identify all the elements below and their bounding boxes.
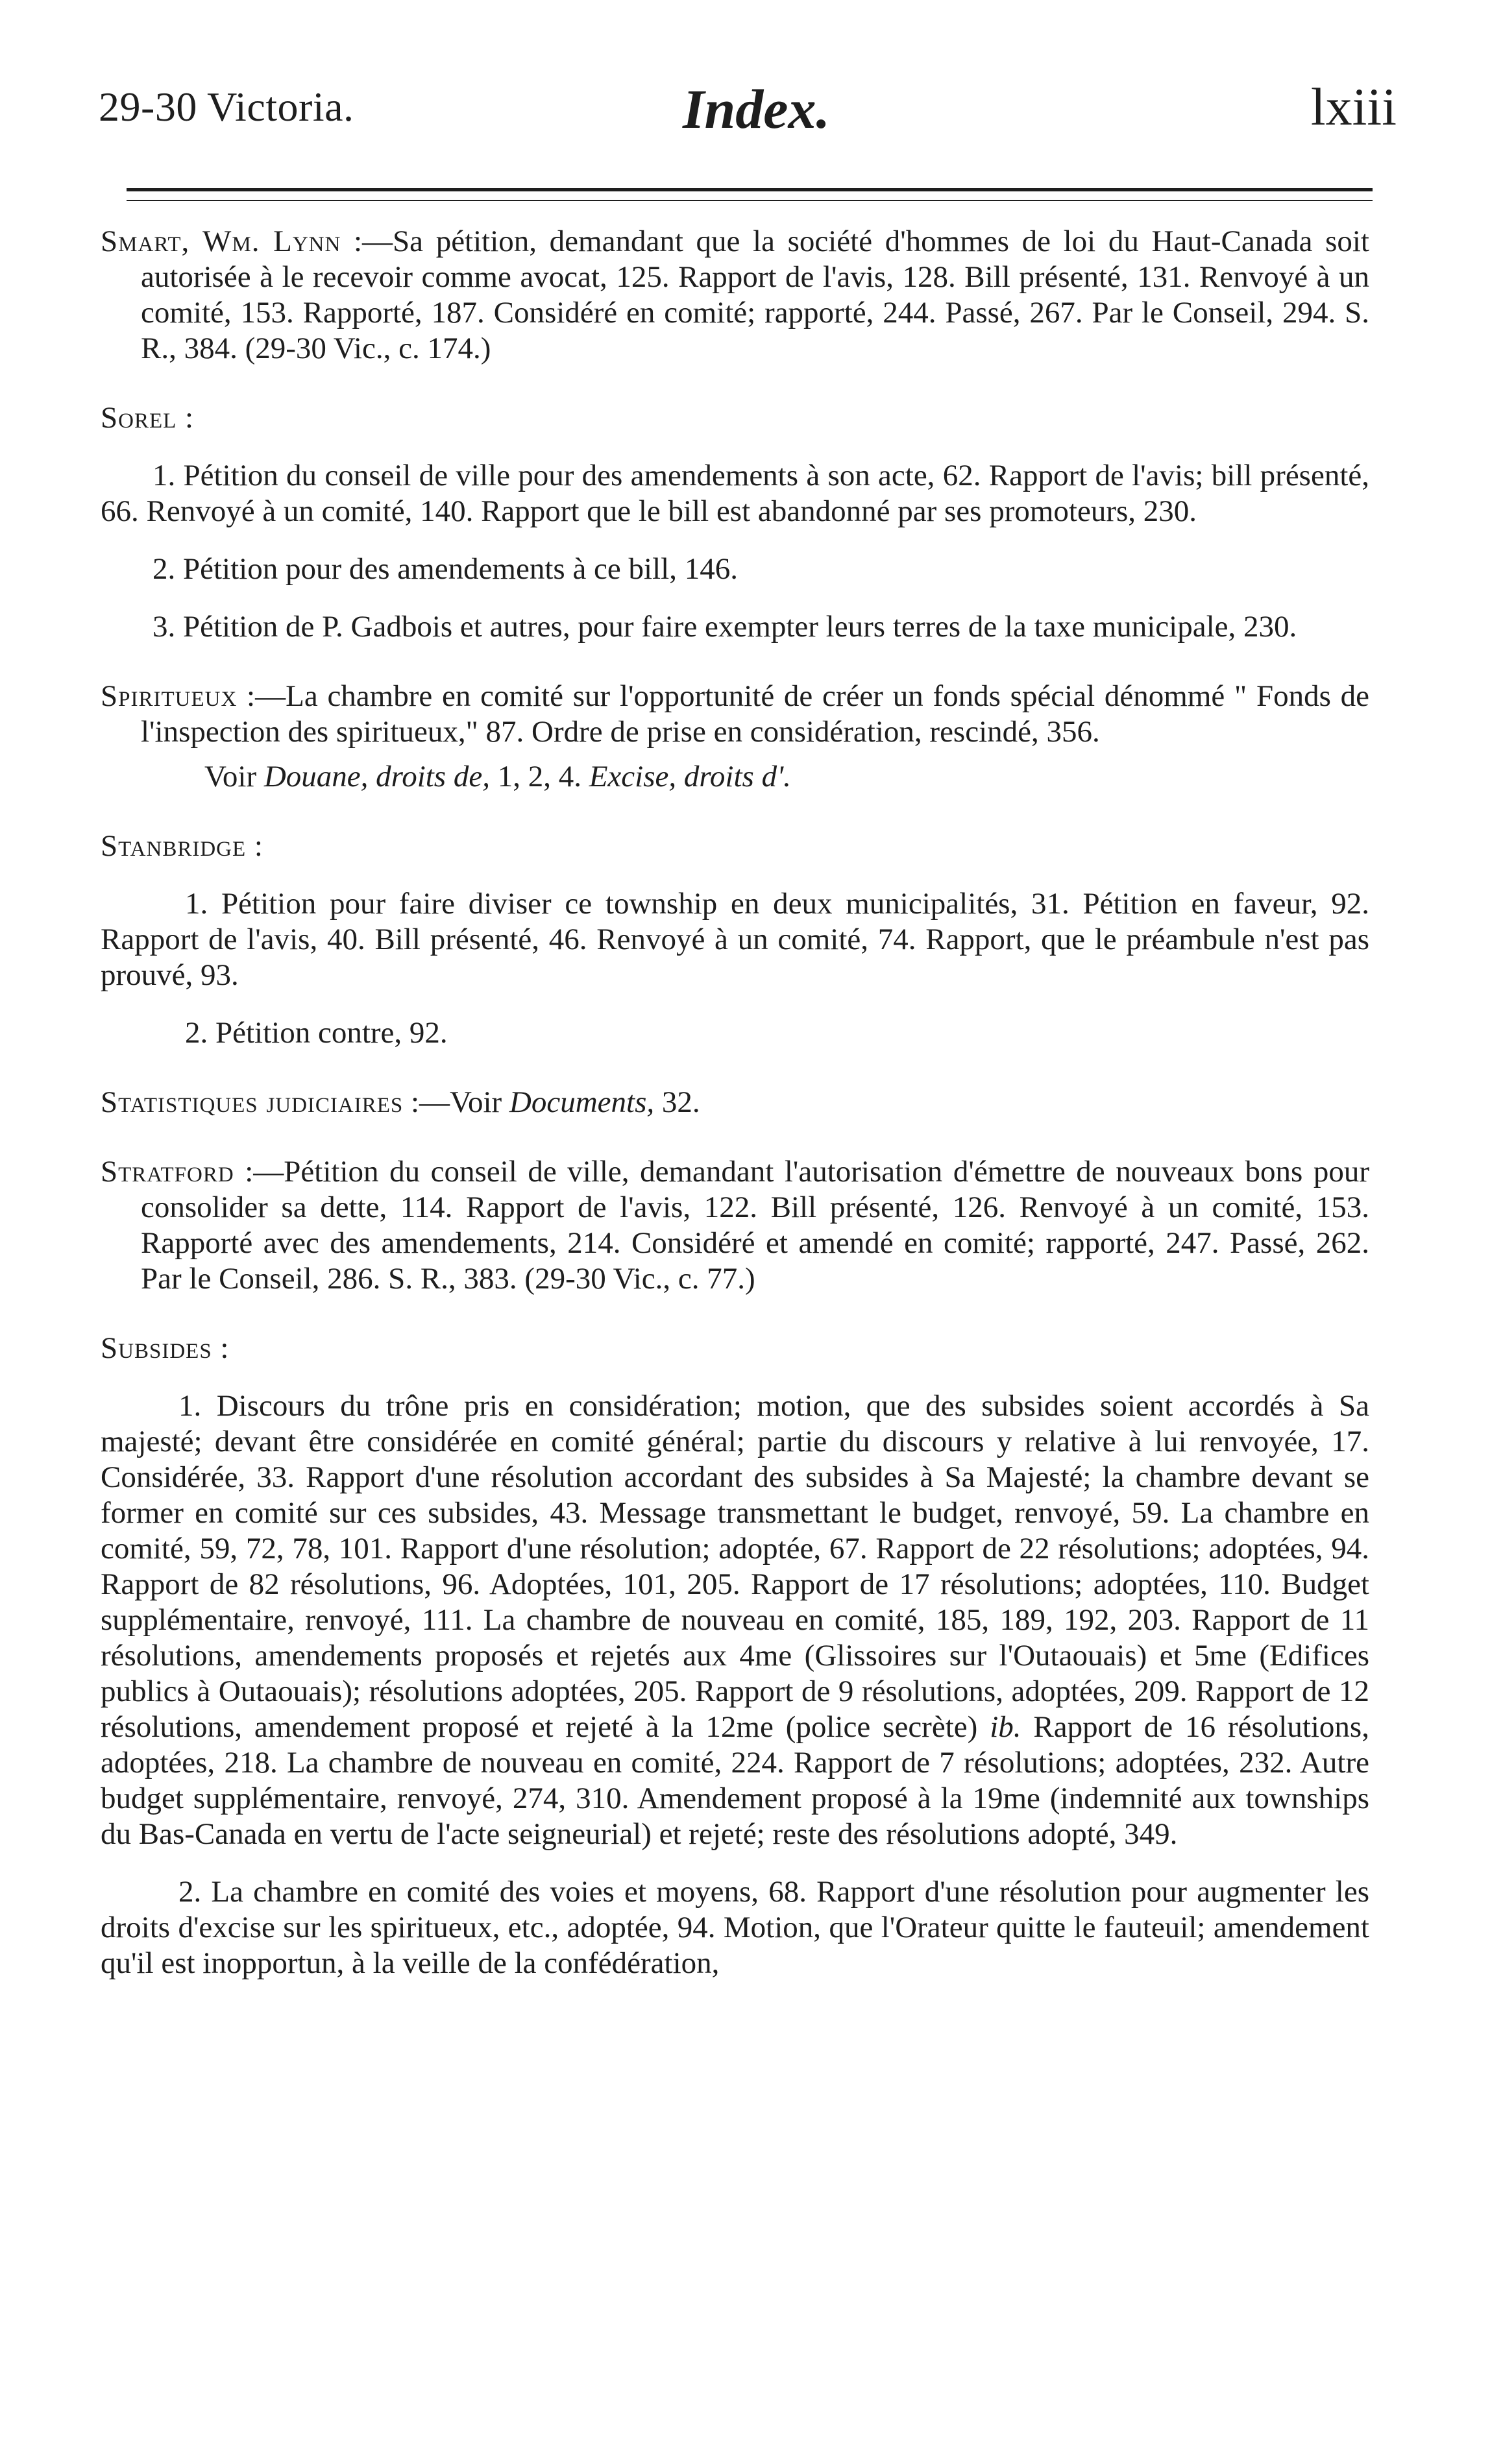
sub-item: 2. La chambre en comité des voies et moyens, 68. Rapport d'une résolution pour augmenter les droits d'excise sur les spiritueux, etc., adoptée, 94. Motion, que l'Orateur quitte le fauteuil; amendement qu'il est inopportun, à la veille de la confédération,: [101, 1875, 1369, 1980]
see-also-ref: Douane, droits de,: [263, 760, 490, 793]
entry-stratford: [101, 1154, 1369, 1297]
entry-text: :—Sa pétition, demandant que la société d'hommes de loi du Haut-Canada soit autorisée à le recevoir comme avocat, 125. Rapport de l'avis, 128. Bill présenté, 131. Renvoyé à un comité, 153. Rapporté, 187. Considéré en comité; rapporté, 244. Passé, 267. Par le Conseil, 294. S. R., 384. (29-30 Vic., c. 174.): [141, 224, 1369, 365]
see-also-ref: Excise, droits d'.: [589, 760, 791, 793]
entry-text: :—La chambre en comité sur l'opportunité de créer un fonds spécial dénommé " Fonds de l'inspection des spiritueux," 87. Ordre de prise en considération, rescindé, 356.: [141, 679, 1369, 749]
entry-statistiques: [101, 1085, 1369, 1120]
see-also-mid: 1, 2, 4.: [489, 760, 589, 793]
entry-heading: Sorel :: [101, 401, 195, 435]
sub-item-text: Rapport de 16 résolutions, adoptées, 218. La chambre de nouveau en comité, 224. Rapport de 7 résolutions; adoptées, 232. Autre budget supplémentaire, renvoyé, 274, 310. Amendement proposé à la 19me (indemnité aux townships du Bas-Canada en vertu de l'acte seigneurial) et rejeté; reste des résolutions adopté, 349.: [101, 1710, 1369, 1851]
index-content: [101, 224, 1369, 1981]
see-also: [101, 759, 1369, 795]
sub-item: 3. Pétition de P. Gadbois et autres, pour faire exempter leurs terres de la taxe municipale, 230.: [153, 610, 1297, 644]
see-also-prefix: Voir: [204, 760, 264, 793]
header-rule-thin: [127, 200, 1373, 201]
entry-heading: Spiritueux: [101, 679, 238, 713]
page-header: [99, 77, 1397, 148]
entry-stanbridge: [101, 828, 1369, 1051]
sub-item: 1. Pétition pour faire diviser ce township en deux municipalités, 31. Pétition en faveur, 92. Rapport de l'avis, 40. Bill présenté, 46. Renvoyé à un comité, 74. Rapport, que le préambule n'est pas prouvé, 93.: [101, 887, 1369, 992]
sub-item: 1. Pétition du conseil de ville pour des amendements à son acte, 62. Rapport de l'avis; bill présenté, 66. Renvoyé à un comité, 140. Rapport que le bill est abandonné par ses promoteurs, 230.: [101, 459, 1369, 528]
sub-item-ibid: ib.: [990, 1710, 1021, 1744]
header-volume: 29-30 Victoria.: [99, 84, 354, 130]
entry-sorel: [101, 400, 1369, 645]
entry-text: :—Voir: [403, 1085, 509, 1119]
entry-heading: Subsides :: [101, 1331, 230, 1365]
entry-heading: Statistiques judiciaires: [101, 1085, 404, 1119]
header-rule-thick: [127, 188, 1373, 191]
entry-heading: Stanbridge :: [101, 829, 263, 863]
sub-item-text: 1. Discours du trône pris en considération; motion, que des subsides soient accordés à Sa majesté; devant être considérée en comité général; partie du discours y relative à lui renvoyée, 17. Considérée, 33. Rapport d'une résolution accordant des subsides à Sa Majesté; la chambre devant se former en comité sur ces subsides, 43. Message transmettant le budget, renvoyé, 59. La chambre en comité, 59, 72, 78, 101. Rapport d'une résolution; adoptée, 67. Rapport de 22 résolutions; adoptées, 94. Rapport de 82 résolutions, 96. Adoptées, 101, 205. Rapport de 17 résolutions; adoptées, 110. Budget supplémentaire, renvoyé, 111. La chambre de nouveau en comité, 185, 189, 192, 203. Rapport de 11 résolutions, amendements proposés et rejetés aux 4me (Glissoires sur l'Outaouais) et 5me (Edifices publics à Outaouais); résolutions adoptées, 205. Rapport de 9 résolutions, adoptées, 209. Rapport de 12 résolutions, amendement proposé et rejeté à la 12me (police secrète): [101, 1389, 1369, 1744]
entry-smart: [101, 224, 1369, 367]
sub-item: 2. Pétition pour des amendements à ce bill, 146.: [153, 552, 738, 586]
entry-text: :—Pétition du conseil de ville, demandant l'autorisation d'émettre de nouveaux bons pour consolider sa dette, 114. Rapport de l'avis, 122. Bill présenté, 126. Renvoyé à un comité, 153. Rapporté avec des amendements, 214. Considéré et amendé en comité; rapporté, 247. Passé, 262. Par le Conseil, 286. S. R., 383. (29-30 Vic., c. 77.): [141, 1155, 1369, 1296]
entry-subsides: [101, 1331, 1369, 1981]
sub-item: 2. Pétition contre, 92.: [185, 1016, 448, 1050]
entry-heading: Stratford: [101, 1155, 234, 1189]
entry-spiritueux: [101, 679, 1369, 750]
header-title: Index.: [683, 78, 830, 140]
sub-item: [101, 1388, 1369, 1852]
entry-heading: Smart, Wm. Lynn: [101, 224, 341, 258]
entry-tail: 32.: [654, 1085, 700, 1119]
entry-ref: Documents,: [509, 1085, 655, 1119]
header-page-number: lxiii: [1310, 77, 1397, 136]
